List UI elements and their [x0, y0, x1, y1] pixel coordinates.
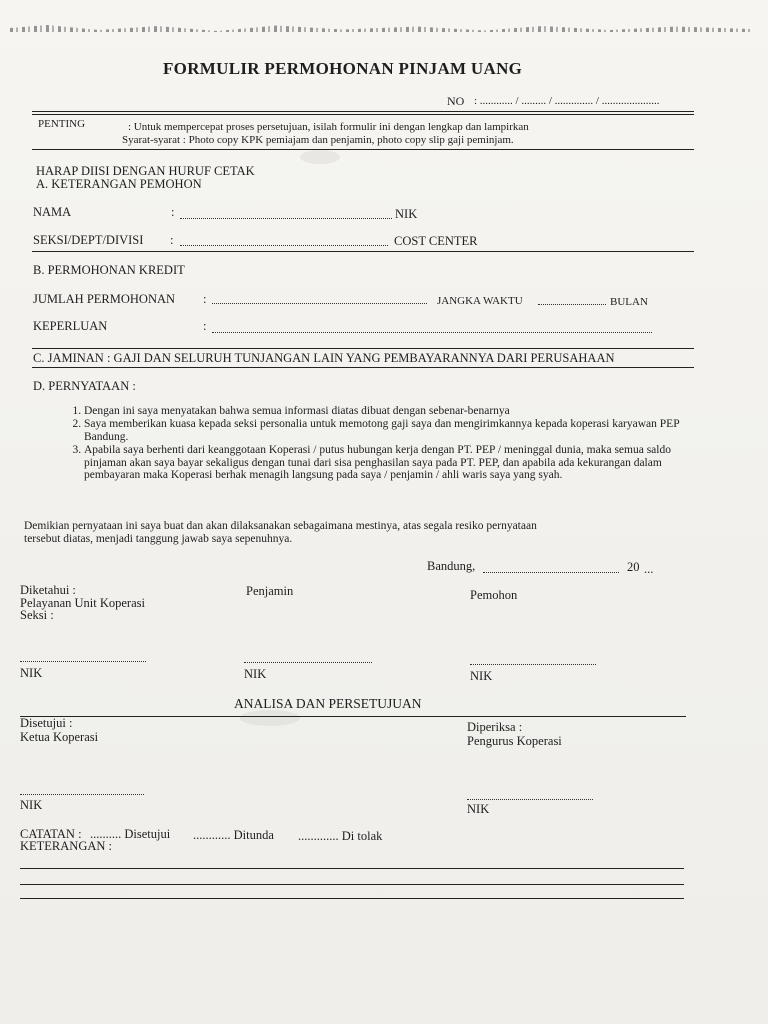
nik-label: NIK [470, 669, 493, 683]
penting-requirements: Syarat-syarat : Photo copy KPK pemiajam dan penjamin, photo copy slip gaji peminjam. [122, 134, 514, 146]
no-label: NO [447, 94, 465, 108]
closing-text: Demikian pernyataan ini saya buat dan akan dilaksanakan sebagaimana mestinya, atas segala resiko pernyataan [24, 520, 537, 532]
keperluan-label: KEPERLUAN [33, 319, 108, 333]
date-field[interactable] [483, 572, 619, 573]
scan-smudge [240, 710, 300, 726]
year-field[interactable]: ... [644, 562, 654, 576]
nik-label: NIK [20, 666, 43, 680]
analisa-title: ANALISA DAN PERSETUJUAN [234, 696, 422, 711]
divider [32, 348, 694, 349]
nik-label: NIK [244, 667, 267, 681]
pelayanan-label: Pelayanan Unit Koperasi [20, 596, 145, 610]
jumlah-label: JUMLAH PERMOHONAN [33, 292, 176, 306]
penjamin-label: Penjamin [246, 584, 294, 598]
divider [32, 114, 694, 115]
signature-line[interactable] [467, 799, 593, 800]
colon: : [171, 205, 175, 219]
cost-center-label: COST CENTER [394, 234, 478, 248]
section-d-title: D. PERNYATAAN : [33, 379, 136, 393]
year-prefix: 20 [627, 560, 640, 574]
seksi-field[interactable] [180, 245, 388, 246]
ketua-label: Ketua Koperasi [20, 730, 99, 744]
keterangan-line[interactable] [20, 868, 684, 869]
pengurus-label: Pengurus Koperasi [467, 734, 562, 748]
divider [32, 251, 694, 252]
nik-label: NIK [20, 798, 43, 812]
divider [32, 111, 694, 112]
jumlah-field[interactable] [212, 303, 427, 304]
instruction-text: HARAP DIISI DENGAN HURUF CETAK [36, 164, 255, 178]
colon: : [203, 319, 207, 333]
scan-smudge [300, 150, 340, 164]
nik-label: NIK [467, 802, 490, 816]
colon: : [170, 233, 174, 247]
nik-label: NIK [395, 207, 418, 221]
statement-item: 2. Saya memberikan kuasa kepada seksi personalia untuk memotong gaji saya dan mengirimkannya kepada koperasi karyawan PEP Bandung. [84, 418, 684, 443]
colon: : [203, 292, 207, 306]
nama-field[interactable] [180, 218, 392, 219]
pemohon-label: Pemohon [470, 588, 518, 602]
section-b-title: B. PERMOHONAN KREDIT [33, 263, 185, 277]
form-title: FORMULIR PERMOHONAN PINJAM UANG [163, 59, 523, 78]
statement-item: 1. Dengan ini saya menyatakan bahwa semua informasi diatas dibuat dengan sebenar-benarnya [84, 405, 684, 417]
divider [32, 149, 694, 150]
keterangan-line[interactable] [20, 898, 684, 899]
seksi-sign-label: Seksi : [20, 608, 54, 622]
diperiksa-label: Diperiksa : [467, 720, 523, 734]
divider [20, 716, 686, 717]
nama-label: NAMA [33, 205, 72, 219]
signature-line[interactable] [20, 661, 146, 662]
option-ditunda[interactable]: ............ Ditunda [193, 828, 274, 842]
signature-line[interactable] [244, 662, 372, 663]
no-field[interactable]: : ............ / ......... / .............. / ..................... [474, 95, 660, 107]
keterangan-label: KETERANGAN : [20, 839, 113, 853]
jangka-label: JANGKA WAKTU [437, 295, 523, 307]
section-c-title: C. JAMINAN : GAJI DAN SELURUH TUNJANGAN LAIN YANG PEMBAYARANNYA DARI PERUSAHAAN [33, 351, 615, 365]
option-ditolak[interactable]: ............. Di tolak [298, 829, 383, 843]
signature-line[interactable] [20, 794, 144, 795]
option-disetujui[interactable]: .......... Disetujui [90, 827, 171, 841]
bulan-label: BULAN [610, 296, 648, 308]
closing-text: tersebut diatas, menjadi tanggung jawab saya sepenuhnya. [24, 533, 293, 545]
disetujui-label: Disetujui : [20, 716, 73, 730]
torn-edge-decoration [10, 24, 750, 34]
seksi-label: SEKSI/DEPT/DIVISI [33, 233, 144, 247]
catatan-label: CATATAN : [20, 827, 82, 841]
penting-label: PENTING [38, 118, 86, 130]
keterangan-line[interactable] [20, 884, 684, 885]
diketahui-label: Diketahui : [20, 583, 76, 597]
city-label: Bandung, [427, 559, 476, 573]
penting-text: : Untuk mempercepat proses persetujuan, isilah formulir ini dengan lengkap dan lampirkan [128, 121, 529, 133]
divider [32, 367, 694, 368]
keperluan-field[interactable] [212, 332, 652, 333]
statement-item: 3. Apabila saya berhenti dari keanggotaan Koperasi / putus hubungan kerja dengan PT. PEP / meninggal dunia, maka semua saldo pinjaman akan saya bayar sekaligus dengan tunai dari sisa penghasilan saya pada PT. PEP, dan apabila ada kekurangan dalam pembayaran maka Koperasi berhak menagih langsung pada saya / penjamin / ahli waris saya yang syah. [84, 444, 684, 481]
signature-line[interactable] [470, 664, 596, 665]
jangka-field[interactable] [538, 304, 606, 305]
section-a-title: A. KETERANGAN PEMOHON [36, 177, 202, 191]
statement-list [62, 405, 684, 482]
